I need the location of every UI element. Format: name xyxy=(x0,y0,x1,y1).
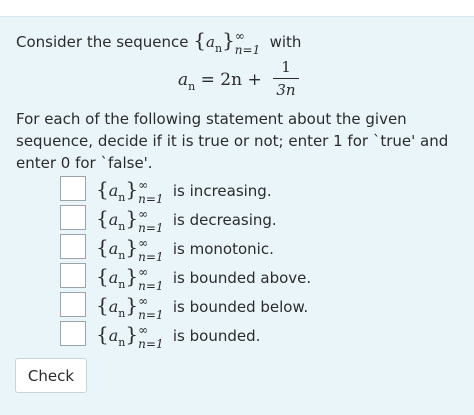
sequence-notation: $\{a_n\}$ ∞ n=1 xyxy=(96,235,164,264)
intro-prefix: Consider the sequence xyxy=(16,33,189,51)
answer-input-monotonic[interactable] xyxy=(60,234,86,259)
answer-input-decreasing[interactable] xyxy=(60,205,86,230)
intro-suffix: with xyxy=(269,33,302,51)
answer-input-bounded-above[interactable] xyxy=(60,263,86,288)
statement-text: is bounded below. xyxy=(172,298,309,316)
sequence-notation: $\{a_n\}$ ∞ n=1 xyxy=(96,293,164,322)
sequence-notation: $\{a_n\}$ ∞ n=1 xyxy=(96,177,164,206)
statement-text: is increasing. xyxy=(172,182,272,200)
answer-input-increasing[interactable] xyxy=(60,176,86,201)
question-intro xyxy=(16,30,301,59)
statement-text: is decreasing. xyxy=(172,211,277,229)
answer-input-bounded-below[interactable] xyxy=(60,292,86,317)
check-button[interactable]: Check xyxy=(15,358,87,393)
statement-text: is monotonic. xyxy=(172,240,274,258)
statement-text: is bounded above. xyxy=(172,269,312,287)
statement-text: is bounded. xyxy=(172,327,261,345)
sequence-notation: $\{a_n\}$ ∞ n=1 xyxy=(96,264,164,293)
sequence-notation: $\{a_n\}$ ∞ n=1 xyxy=(96,322,164,351)
formula-fraction: 1 3n xyxy=(273,58,299,99)
instructions: For each of the following statement about the given sequence, decide if it is true or not; enter 1 for `true' and enter 0 for `false'. xyxy=(16,110,449,172)
sequence-notation: $\{a_n\}$ ∞ n=1 xyxy=(96,206,164,235)
sequence-notation: $\{a_n\}$ ∞ n=1 xyxy=(193,28,261,57)
answer-input-bounded[interactable] xyxy=(60,321,86,346)
